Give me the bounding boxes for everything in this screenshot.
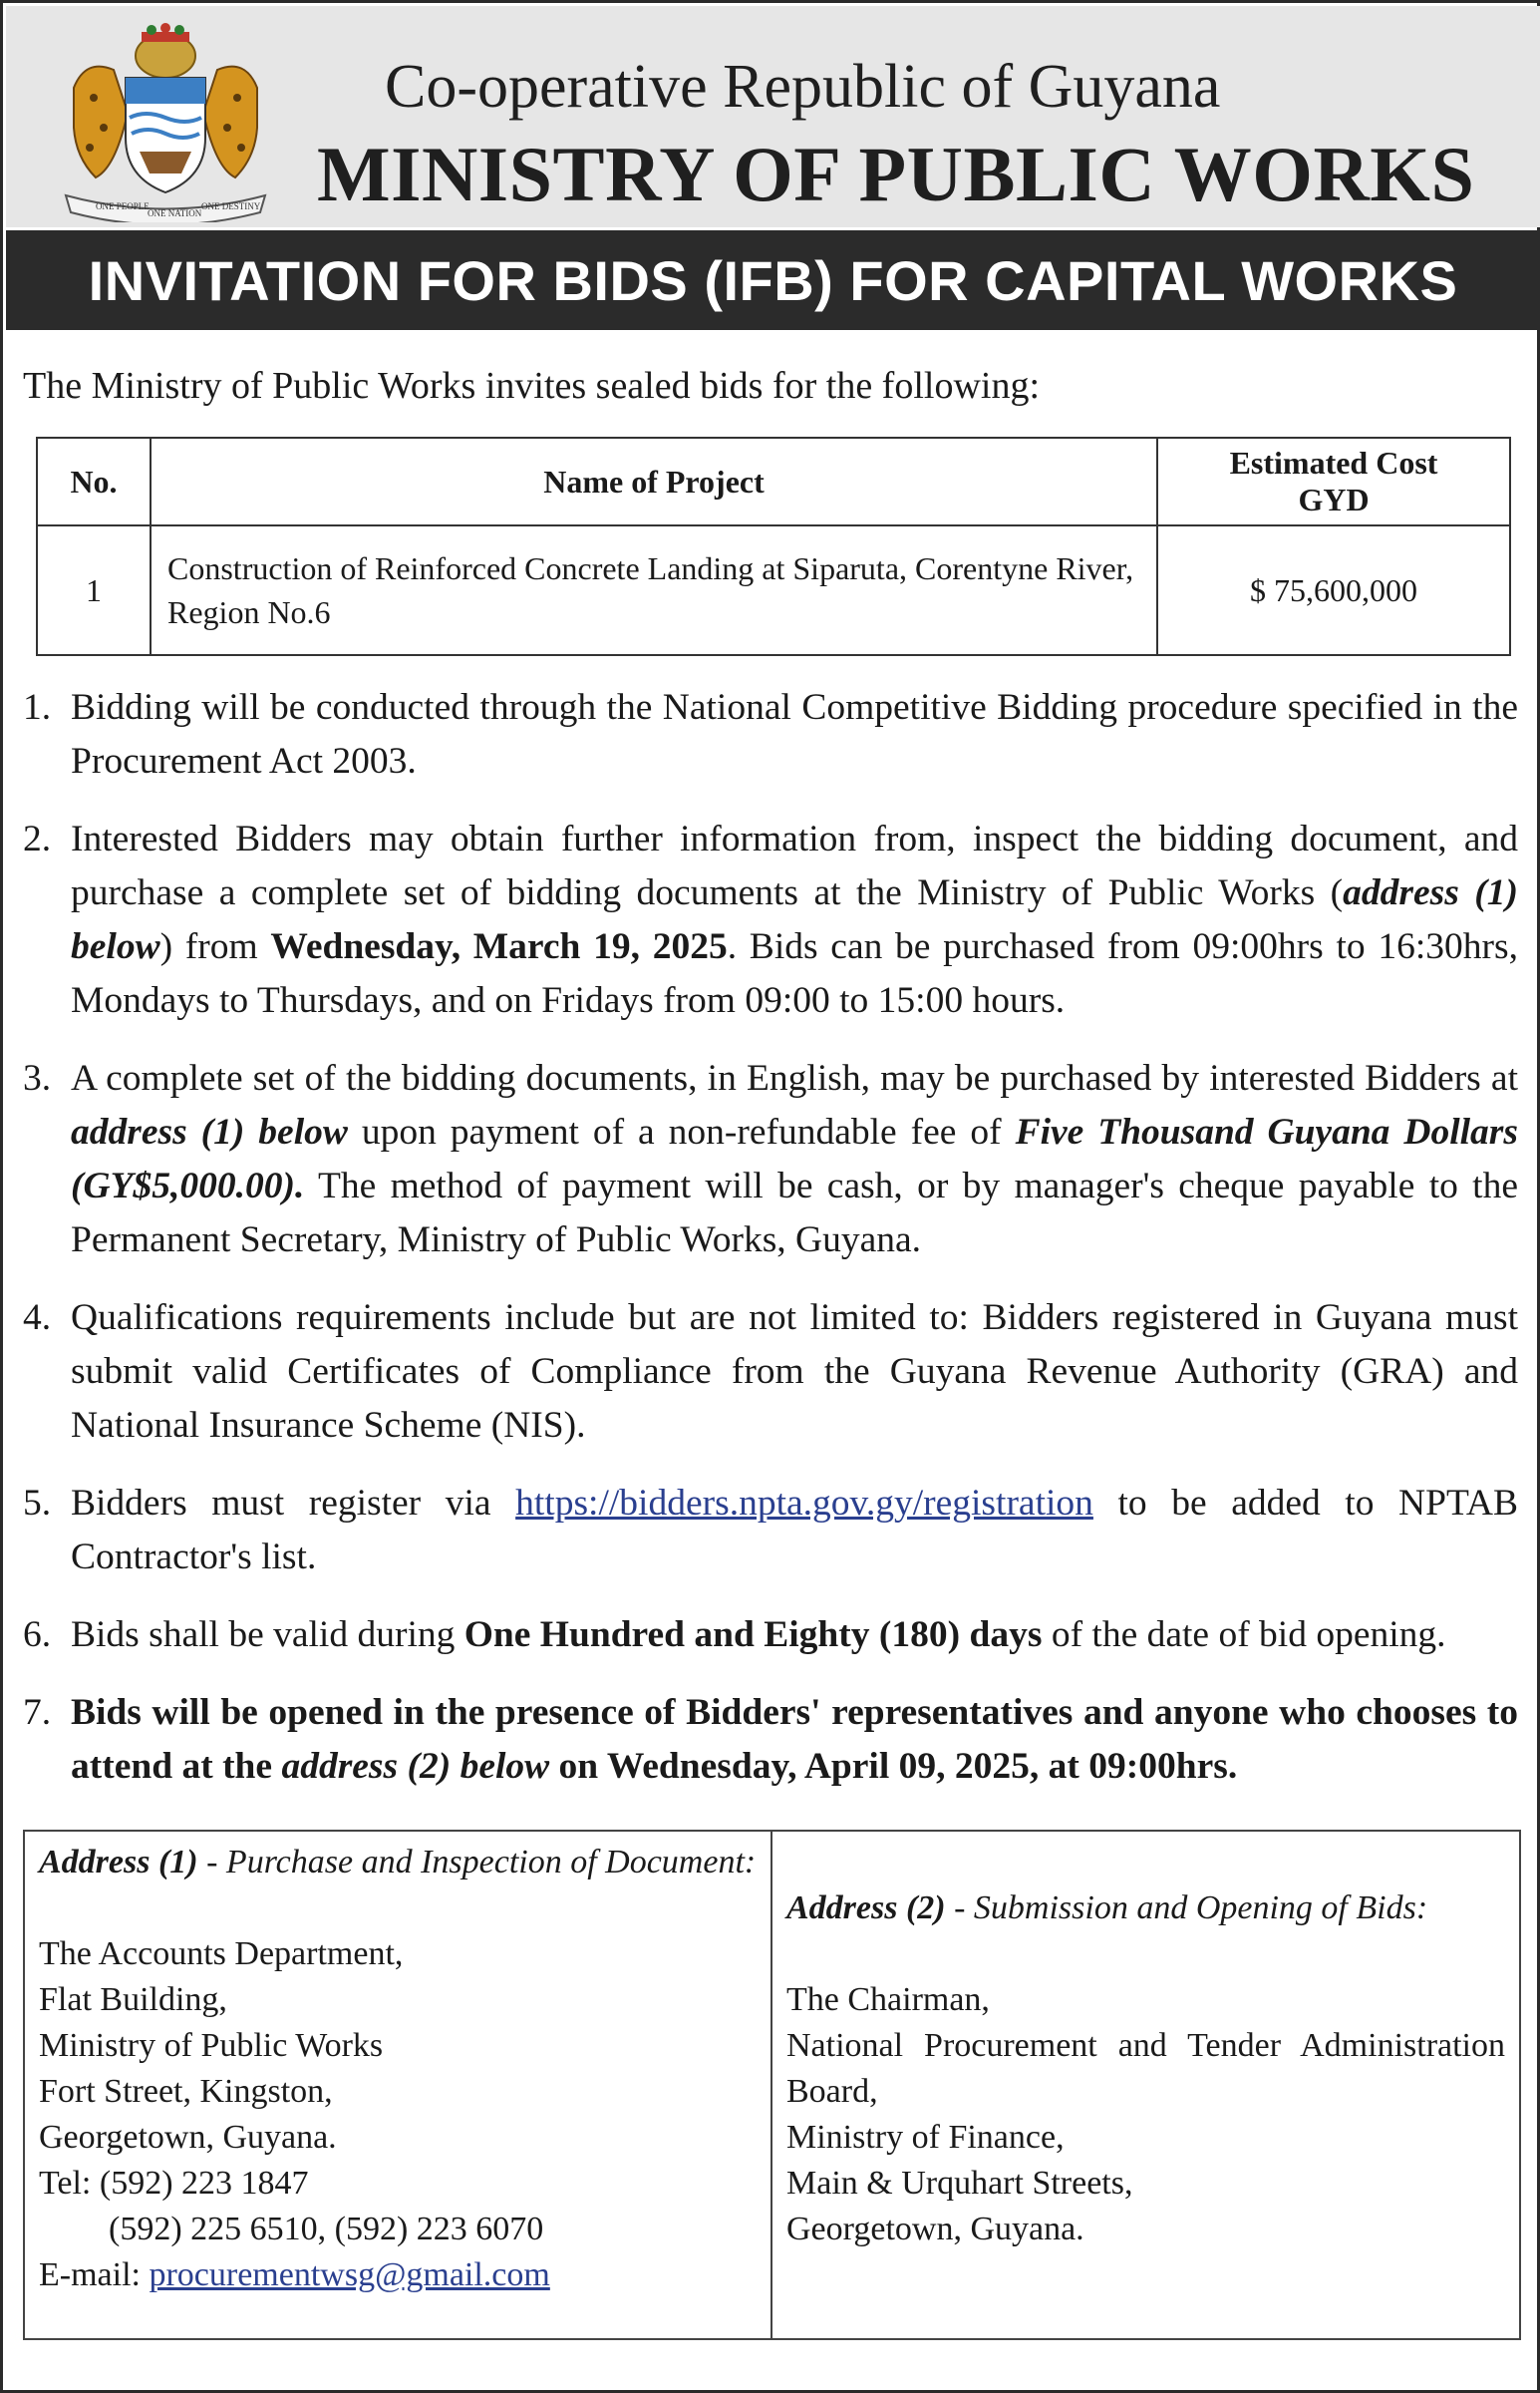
address-2-line: The Chairman, <box>786 1981 990 2018</box>
header <box>6 6 1540 227</box>
conditions-list <box>23 681 1518 1818</box>
row-no: 1 <box>37 525 151 655</box>
address-1-heading <box>39 1840 757 1885</box>
header-cost-line1: Estimated Cost <box>1229 445 1438 481</box>
address-2-heading <box>786 1885 1505 1931</box>
item-number: 3. <box>23 1058 52 1099</box>
item-number: 1. <box>23 687 52 728</box>
address-1-title: - Purchase and Inspection of Document: <box>197 1844 757 1880</box>
address-1-cell <box>24 1831 771 2339</box>
header-cost-line2: GYD <box>1298 482 1370 517</box>
item-number: 7. <box>23 1692 52 1733</box>
header-no: No. <box>37 438 151 525</box>
address-2-title: - Submission and Opening of Bids: <box>945 1889 1428 1926</box>
item-number: 4. <box>23 1297 52 1338</box>
address-1-line: Georgetown, Guyana. <box>39 2119 337 2156</box>
email-link[interactable]: procurementwsg@gmail.com <box>149 2256 550 2293</box>
address-1-line: Fort Street, Kingston, <box>39 2073 333 2110</box>
address-1-tel-alt: (592) 225 6510, (592) 223 6070 <box>109 2211 544 2247</box>
projects-table <box>36 437 1511 656</box>
list-item <box>23 813 1518 1028</box>
address-1-line: Ministry of Public Works <box>39 2027 384 2064</box>
coat-motto-1: ONE PEOPLE <box>96 201 150 211</box>
item-text: Bidders must register via https://bidders.npta.gov.gy/registration to be added to NPTAB Contractor's list. <box>71 1483 1518 1577</box>
ministry-name: MINISTRY OF PUBLIC WORKS <box>317 131 1475 217</box>
list-item <box>23 681 1518 789</box>
list-item <box>23 1686 1518 1794</box>
address-2-lines <box>786 1977 1505 2252</box>
list-item <box>23 1291 1518 1453</box>
item-text: Interested Bidders may obtain further information from, inspect the bidding document, and purchase a complete set of bidding documents at the Ministry of Public Works (address (1) below) from Wednesday, March 19, 2025. Bids can be purchased from 09:00hrs to 16:30hrs, Mondays to Thursdays, and on Fridays from 09:00 to 15:00 hours. <box>71 819 1518 1021</box>
coat-motto-3: ONE DESTINY <box>201 201 261 211</box>
address-1-lines <box>39 1931 757 2298</box>
addresses-table <box>23 1830 1521 2340</box>
item-number: 2. <box>23 819 52 859</box>
address-2-line: Main & Urquhart Streets, <box>786 2165 1133 2202</box>
address-1-email-row: E-mail: procurementwsg@gmail.com <box>39 2256 550 2293</box>
address-1-line: Flat Building, <box>39 1981 227 2018</box>
address-2-line: Ministry of Finance, <box>786 2119 1065 2156</box>
item-text: Qualifications requirements include but are not limited to: Bidders registered in Guyana must submit valid Certificates of Compliance from the Guyana Revenue Authority (GRA) and National Insurance Scheme (NIS). <box>71 1297 1518 1446</box>
item-text: Bids will be opened in the presence of Bidders' representatives and anyone who chooses to attend at the address (2) below on Wednesday, April 09, 2025, at 09:00hrs. <box>71 1692 1518 1787</box>
address-2-line: National Procurement and Tender Administration Board, <box>786 2027 1505 2110</box>
list-item <box>23 1052 1518 1267</box>
list-item <box>23 1477 1518 1584</box>
address-1-line: The Accounts Department, <box>39 1935 404 1972</box>
address-2-line: Georgetown, Guyana. <box>786 2211 1084 2247</box>
intro-text: The Ministry of Public Works invites sealed bids for the following: <box>23 365 1041 407</box>
notice-title: INVITATION FOR BIDS (IFB) FOR CAPITAL WORKS <box>6 230 1540 330</box>
list-item <box>23 1608 1518 1662</box>
item-text: Bids shall be valid during One Hundred and Eighty (180) days of the date of bid opening. <box>71 1614 1446 1655</box>
item-text: A complete set of the bidding documents, in English, may be purchased by interested Bidders at address (1) below upon payment of a non-refundable fee of Five Thousand Guyana Dollars (GY$5,000.00). The method of payment will be cash, or by manager's cheque payable to the Permanent Secretary, Ministry of Public Works, Guyana. <box>71 1058 1518 1260</box>
coat-of-arms-icon <box>56 18 275 222</box>
address-2-cell <box>771 1831 1520 2339</box>
address-1-tel: Tel: (592) 223 1847 <box>39 2165 309 2202</box>
item-number: 5. <box>23 1483 52 1524</box>
row-project-name: Construction of Reinforced Concrete Landing at Siparuta, Corentyne River, Region No.6 <box>151 525 1157 655</box>
address-1-label: Address (1) <box>39 1844 198 1880</box>
item-text: Bidding will be conducted through the National Competitive Bidding procedure specified in the Procurement Act 2003. <box>71 687 1518 782</box>
address-2-label: Address (2) <box>786 1889 946 1926</box>
coat-motto-2: ONE NATION <box>148 208 202 218</box>
table-row <box>37 525 1510 655</box>
header-project-name: Name of Project <box>151 438 1157 525</box>
item-number: 6. <box>23 1614 52 1655</box>
table-header-row <box>37 438 1510 525</box>
row-cost: $ 75,600,000 <box>1157 525 1510 655</box>
registration-link[interactable]: https://bidders.npta.gov.gy/registration <box>515 1483 1093 1524</box>
country-name: Co-operative Republic of Guyana <box>385 53 1221 121</box>
header-estimated-cost <box>1157 438 1510 525</box>
